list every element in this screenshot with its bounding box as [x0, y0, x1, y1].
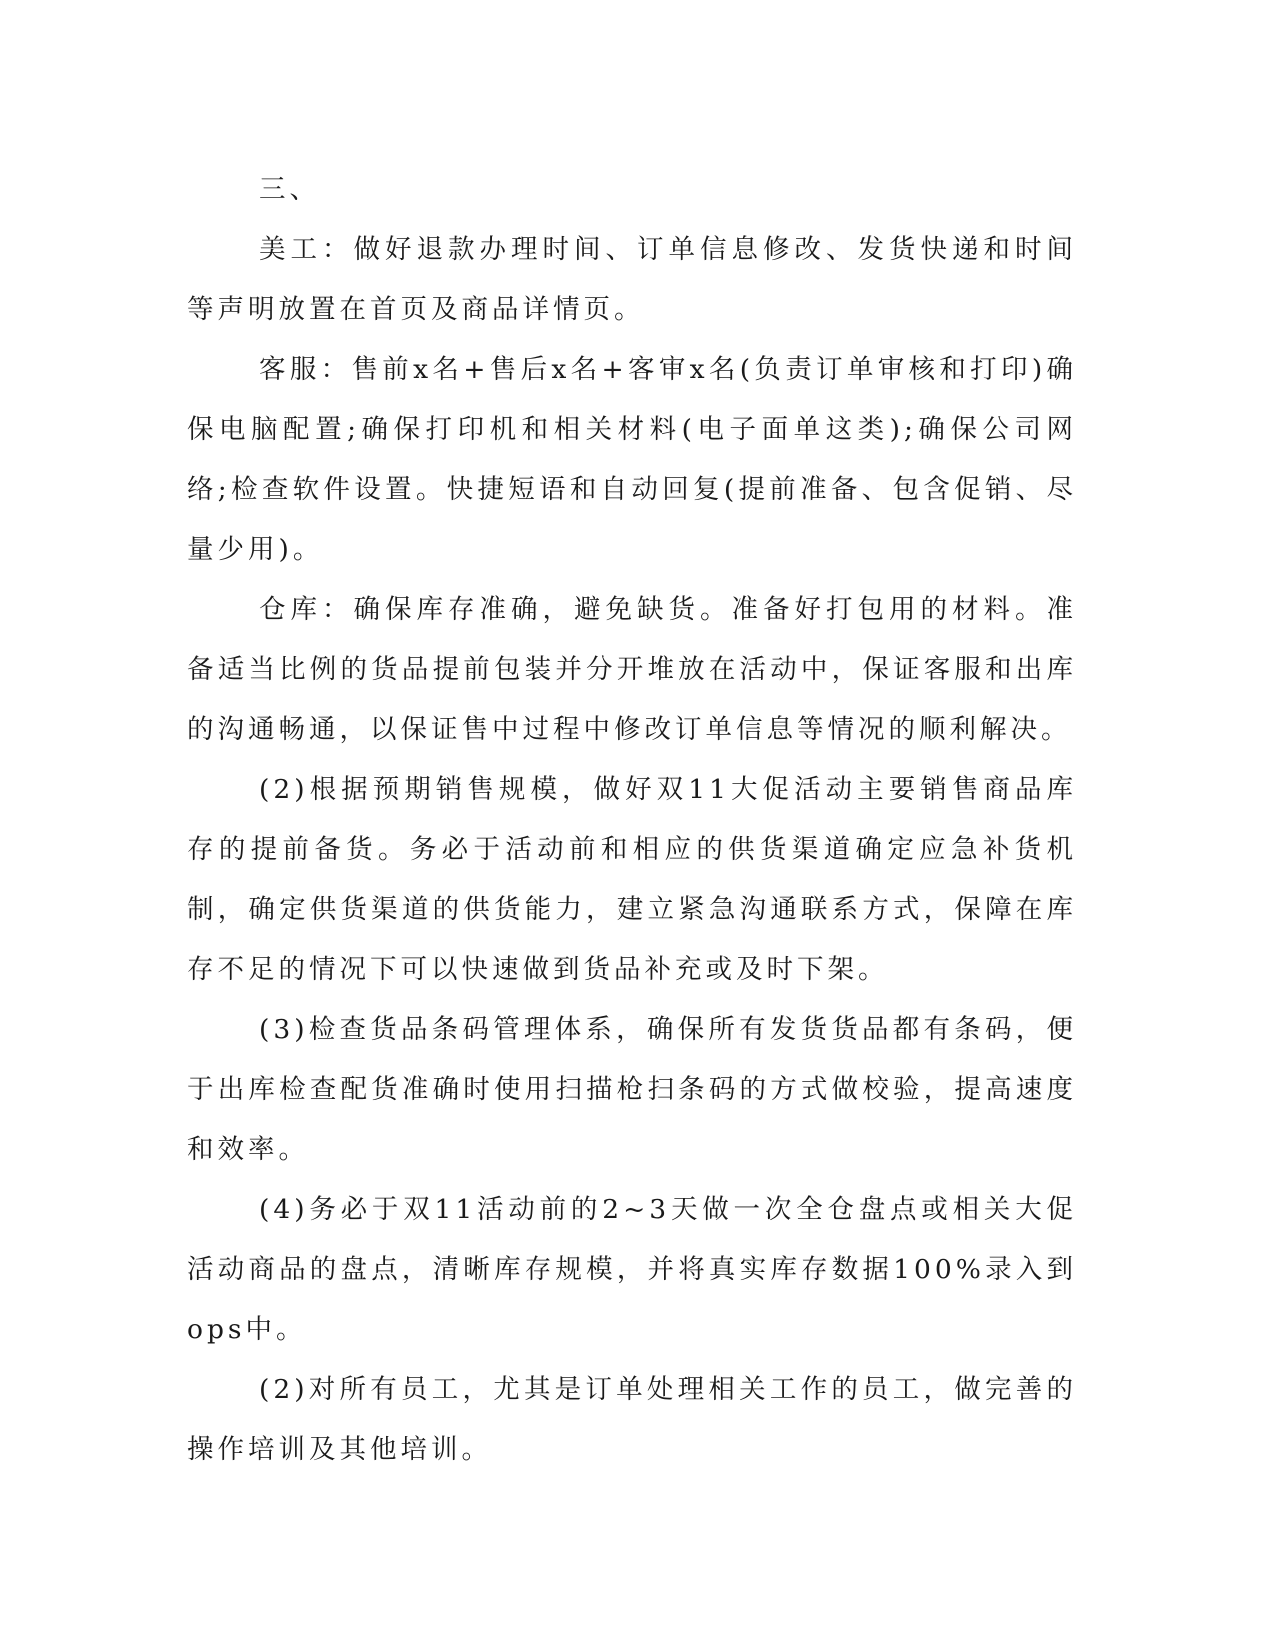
paragraph-warehouse: 仓库：确保库存准确，避免缺货。准备好打包用的材料。准备适当比例的货品提前包装并分开堆放在活动中，保证客服和出库的沟通畅通，以保证售中过程中修改订单信息等情况的顺利解决。: [187, 594, 1077, 745]
section-heading: 三、: [259, 174, 320, 205]
paragraph-staff-training: (2)对所有员工，尤其是订单处理相关工作的员工，做完善的操作培训及其他培训。: [187, 1374, 1077, 1465]
paragraph-barcode-check: (3)检查货品条码管理体系，确保所有发货货品都有条码，便于出库检查配货准确时使用扫描枪扫条码的方式做校验，提高速度和效率。: [187, 1014, 1077, 1165]
paragraph-customer-service: 客服：售前x名+售后x名+客审x名(负责订单审核和打印)确保电脑配置;确保打印机和相关材料(电子面单这类);确保公司网络;检查软件设置。快捷短语和自动回复(提前准备、包含促销、尽量少用)。: [187, 354, 1077, 565]
document-body: [187, 160, 1077, 1480]
paragraph-inventory-count: (4)务必于双11活动前的2~3天做一次全仓盘点或相关大促活动商品的盘点，清晰库存规模，并将真实库存数据100%录入到ops中。: [187, 1194, 1077, 1345]
paragraph-design: 美工：做好退款办理时间、订单信息修改、发货快递和时间等声明放置在首页及商品详情页。: [187, 234, 1077, 325]
paragraph-stock-preparation: (2)根据预期销售规模，做好双11大促活动主要销售商品库存的提前备货。务必于活动前和相应的供货渠道确定应急补货机制，确定供货渠道的供货能力，建立紧急沟通联系方式，保障在库存不足的情况下可以快速做到货品补充或及时下架。: [187, 774, 1077, 985]
